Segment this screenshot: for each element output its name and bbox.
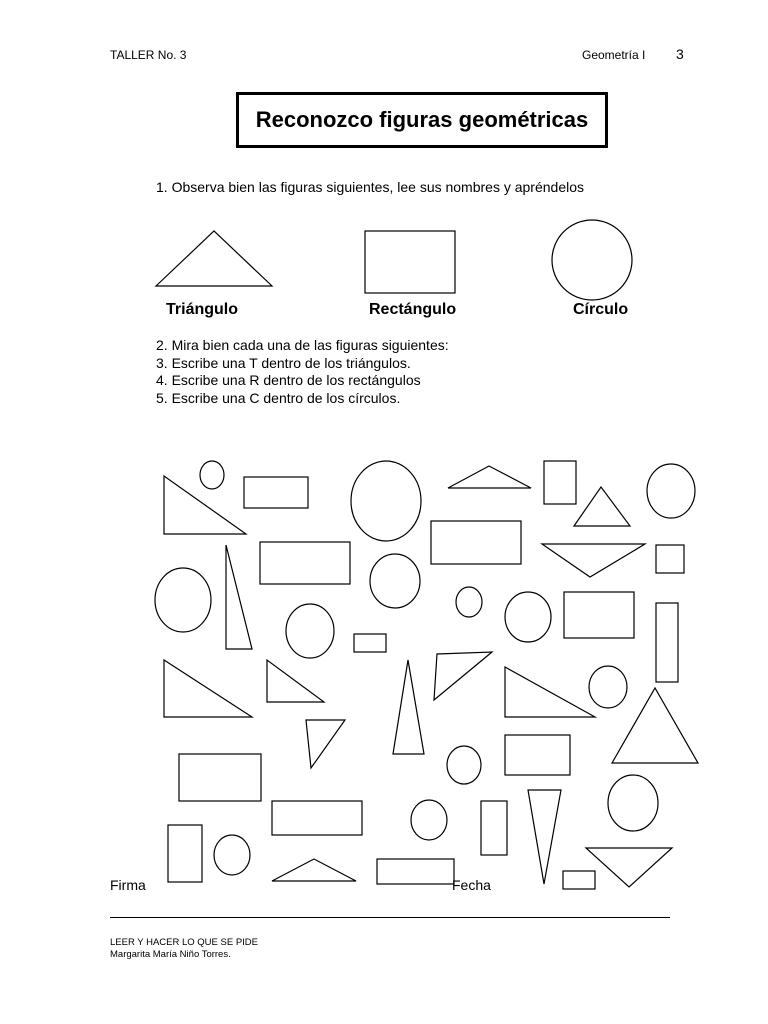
- worksheet-triangle: [574, 487, 630, 526]
- firma-label: Firma: [110, 877, 146, 893]
- instruction-look: 2. Mira bien cada una de las figuras siguientes:: [156, 337, 449, 353]
- worksheet-circle: [286, 604, 334, 658]
- worksheet-triangle: [612, 688, 698, 763]
- example-triangle: [156, 231, 272, 286]
- worksheet-rectangle: [260, 542, 350, 584]
- worksheet-triangle: [267, 660, 324, 702]
- worksheet-circle: [155, 568, 211, 632]
- worksheet-rectangle: [563, 871, 595, 889]
- worksheet-circle: [608, 775, 658, 831]
- worksheet-triangle: [505, 667, 595, 717]
- worksheet-circle: [456, 587, 482, 617]
- worksheet-circle: [589, 666, 627, 708]
- worksheet-triangle: [448, 466, 531, 488]
- footer-author: Margarita María Niño Torres.: [110, 949, 231, 960]
- instruction-triangles: 3. Escribe una T dentro de los triángulos.: [156, 354, 411, 371]
- footer-divider: [110, 917, 670, 918]
- worksheet-rectangle: [505, 735, 570, 775]
- worksheet-rectangle: [168, 825, 202, 882]
- worksheet-circle: [200, 461, 224, 489]
- worksheet-rectangle: [656, 545, 684, 573]
- page-number: 3: [676, 46, 684, 62]
- worksheet-rectangle: [431, 521, 521, 564]
- worksheet-rectangle: [179, 754, 261, 801]
- worksheet-rectangle: [272, 801, 362, 835]
- worksheet-triangle: [164, 660, 252, 717]
- worksheet-triangle: [272, 859, 356, 881]
- worksheet-rectangle: [544, 461, 576, 504]
- worksheet-triangle: [528, 790, 561, 884]
- worksheet-rectangle: [377, 859, 454, 884]
- page-title: Reconozco figuras geométricas: [255, 107, 589, 132]
- worksheet-circle: [505, 592, 551, 642]
- worksheet-rectangle: [244, 477, 308, 508]
- example-circle: [552, 220, 632, 300]
- worksheet-circle: [370, 554, 420, 608]
- worksheet-circle: [411, 800, 447, 840]
- worksheet-rectangle: [564, 592, 634, 638]
- worksheet-triangle: [164, 476, 246, 534]
- worksheet-triangle: [226, 545, 252, 649]
- instruction-observe: 1. Observa bien las figuras siguientes, lee sus nombres y apréndelos: [156, 179, 585, 195]
- worksheet-triangle: [542, 544, 645, 577]
- worksheet-circle: [647, 464, 695, 518]
- instruction-rectangles: 4. Escribe una R dentro de los rectángulos: [156, 372, 421, 388]
- worksheet-circle: [351, 461, 421, 541]
- triangle-label: Triángulo: [166, 301, 238, 318]
- worksheet-circle: [447, 746, 481, 784]
- circle-label: Círculo: [573, 301, 629, 318]
- footer-instruction: LEER Y HACER LO QUE SE PIDE: [110, 937, 259, 948]
- worksheet-triangle: [393, 660, 424, 754]
- worksheet-rectangle: [354, 634, 386, 652]
- example-rectangle: [365, 231, 455, 293]
- subject-label: Geometría I: [582, 48, 646, 62]
- worksheet-rectangle: [656, 603, 678, 682]
- fecha-label: Fecha: [452, 877, 491, 893]
- instruction-circles: 5. Escribe una C dentro de los círculos.: [156, 389, 401, 406]
- worksheet-triangle: [586, 848, 672, 887]
- rectangle-label: Rectángulo: [369, 301, 457, 318]
- worksheet-rectangle: [481, 801, 507, 855]
- worksheet-circle: [214, 835, 250, 875]
- worksheet-triangle: [434, 652, 492, 700]
- worksheet-triangle: [306, 720, 345, 768]
- workshop-label: TALLER No. 3: [110, 48, 187, 62]
